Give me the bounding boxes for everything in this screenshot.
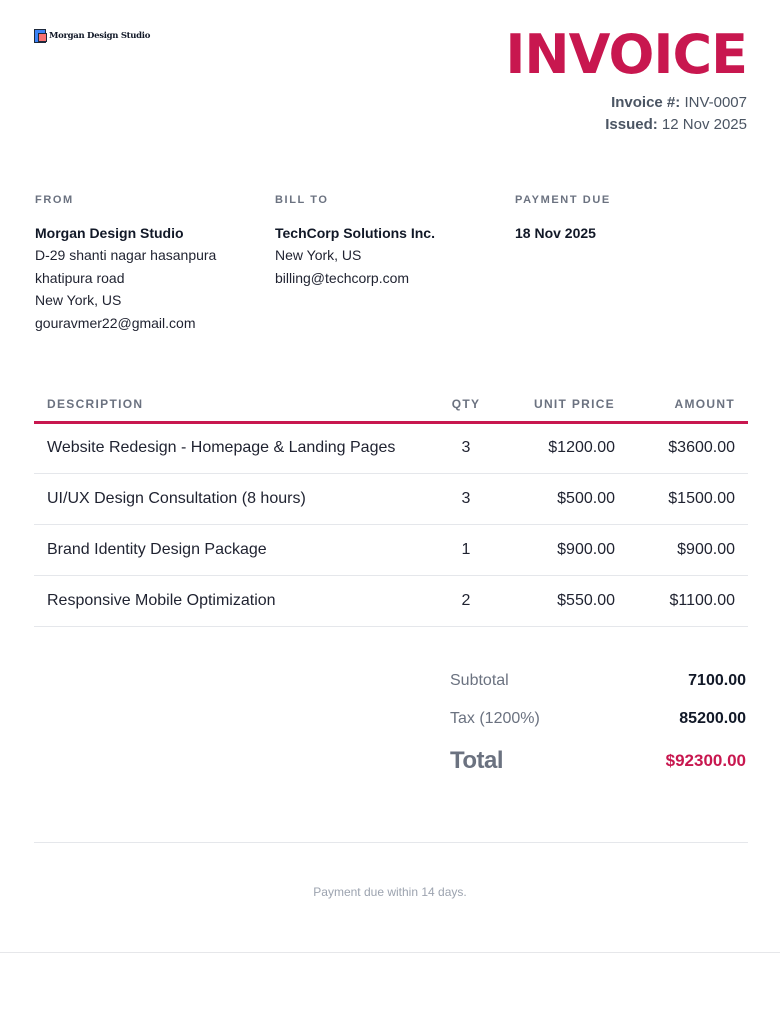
item-amount: $3600.00: [628, 422, 748, 473]
item-unit-price: $1200.00: [496, 422, 628, 473]
bill-to-name: TechCorp Solutions Inc.: [275, 225, 435, 241]
brand-logo: [34, 29, 150, 43]
from-city: New York, US: [35, 292, 122, 308]
tax-value: 85200.00: [679, 710, 746, 727]
tax-row: [450, 700, 746, 738]
invoice-number: INV-0007: [684, 94, 747, 111]
brand-name: Morgan Design Studio: [49, 31, 151, 41]
item-unit-price: $900.00: [496, 524, 628, 575]
bill-to-city: New York, US: [275, 247, 362, 263]
item-description: Brand Identity Design Package: [34, 524, 436, 575]
item-amount: $900.00: [628, 524, 748, 575]
bill-to-block: [275, 194, 515, 334]
total-row: [450, 738, 746, 784]
column-header-description: DESCRIPTION: [34, 388, 436, 422]
parties-section: [35, 194, 755, 334]
payment-due-label: PAYMENT DUE: [515, 194, 611, 206]
invoice-title: INVOICE: [505, 23, 747, 86]
invoice-number-label: Invoice #:: [611, 94, 681, 111]
payment-due-date: 18 Nov 2025: [515, 225, 596, 241]
from-address-line-2: khatipura road: [35, 269, 125, 286]
issued-date: 12 Nov 2025: [661, 116, 747, 133]
column-header-unit-price: UNIT PRICE: [496, 388, 628, 422]
item-unit-price: $550.00: [496, 575, 628, 626]
from-label: FROM: [35, 194, 74, 206]
footer-note: Payment due within 14 days.: [313, 885, 467, 899]
bill-to-email: billing@techcorp.com: [275, 269, 410, 286]
from-block: [35, 194, 275, 334]
tax-label: Tax (1200%): [450, 710, 540, 727]
totals-section: [450, 662, 746, 784]
item-qty: 1: [436, 524, 496, 575]
issued-label: Issued:: [605, 116, 658, 133]
table-row: [34, 524, 748, 575]
item-qty: 3: [436, 422, 496, 473]
total-label: Total: [450, 747, 504, 774]
from-address-line-1: D-29 shanti nagar hasanpura: [35, 247, 217, 263]
from-name: Morgan Design Studio: [35, 225, 184, 241]
item-qty: 2: [436, 575, 496, 626]
subtotal-label: Subtotal: [450, 672, 509, 689]
invoice-meta: [605, 92, 747, 136]
item-qty: 3: [436, 473, 496, 524]
table-header-row: [34, 388, 748, 422]
payment-due-block: [515, 194, 755, 334]
item-amount: $1500.00: [628, 473, 748, 524]
item-unit-price: $500.00: [496, 473, 628, 524]
subtotal-value: 7100.00: [688, 672, 746, 689]
line-items-table: [34, 388, 748, 627]
item-description: Responsive Mobile Optimization: [34, 575, 436, 626]
column-header-amount: AMOUNT: [628, 388, 748, 422]
subtotal-row: [450, 662, 746, 700]
footer-divider: [34, 842, 748, 843]
item-description: UI/UX Design Consultation (8 hours): [34, 473, 436, 524]
bill-to-label: BILL TO: [275, 194, 329, 206]
from-email: gouravmer22@gmail.com: [35, 314, 196, 331]
item-amount: $1100.00: [628, 575, 748, 626]
item-description: Website Redesign - Homepage & Landing Pages: [34, 422, 436, 473]
table-row: [34, 473, 748, 524]
studio-logo-icon: [34, 29, 46, 43]
table-row: [34, 422, 748, 473]
table-row: [34, 575, 748, 626]
issued-row: [605, 114, 747, 136]
total-value: $92300.00: [665, 751, 746, 770]
invoice-number-row: [605, 92, 747, 114]
column-header-qty: QTY: [436, 388, 496, 422]
